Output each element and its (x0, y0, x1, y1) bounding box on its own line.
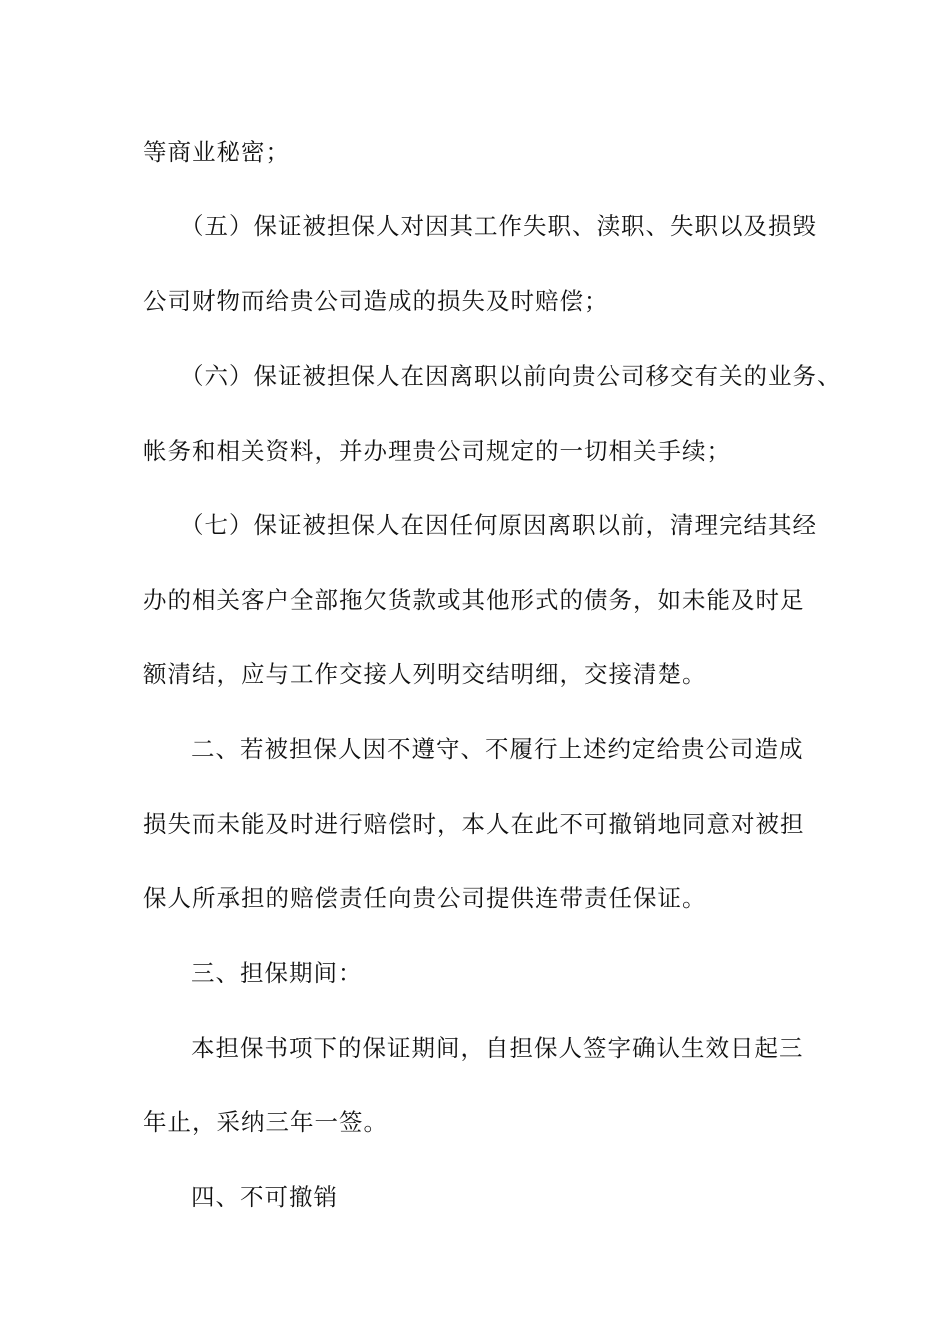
clause-6-line-2: 帐务和相关资料，并办理贵公司规定的一切相关手续； (143, 437, 731, 465)
section-2-line-1: 二、若被担保人因不遵守、不履行上述约定给贵公司造成 (191, 735, 804, 763)
clause-5-line-2: 公司财物而给贵公司造成的损失及时赔偿； (143, 287, 609, 315)
text-line-1: 等商业秘密； (143, 138, 290, 166)
section-3-line-1: 本担保书项下的保证期间，自担保人签字确认生效日起三 (191, 1034, 804, 1062)
section-3-heading: 三、担保期间： (191, 959, 363, 987)
clause-7-line-2: 办的相关客户全部拖欠货款或其他形式的债务，如未能及时足 (143, 586, 805, 614)
section-3-line-2: 年止，采纳三年一签。 (143, 1108, 388, 1136)
clause-7-line-3: 额清结，应与工作交接人列明交结明细，交接清楚。 (143, 660, 707, 688)
clause-7-line-1: （七）保证被担保人在因任何原因离职以前，清理完结其经 (180, 511, 817, 539)
section-2-line-2: 损失而未能及时进行赔偿时，本人在此不可撤销地同意对被担 (143, 810, 805, 838)
section-4-heading: 四、不可撤销 (191, 1183, 338, 1211)
clause-5-line-1: （五）保证被担保人对因其工作失职、渎职、失职以及损毁 (180, 212, 817, 240)
clause-6-line-1: （六）保证被担保人在因离职以前向贵公司移交有关的业务、 (180, 362, 842, 390)
section-2-line-3: 保人所承担的赔偿责任向贵公司提供连带责任保证。 (143, 884, 707, 912)
